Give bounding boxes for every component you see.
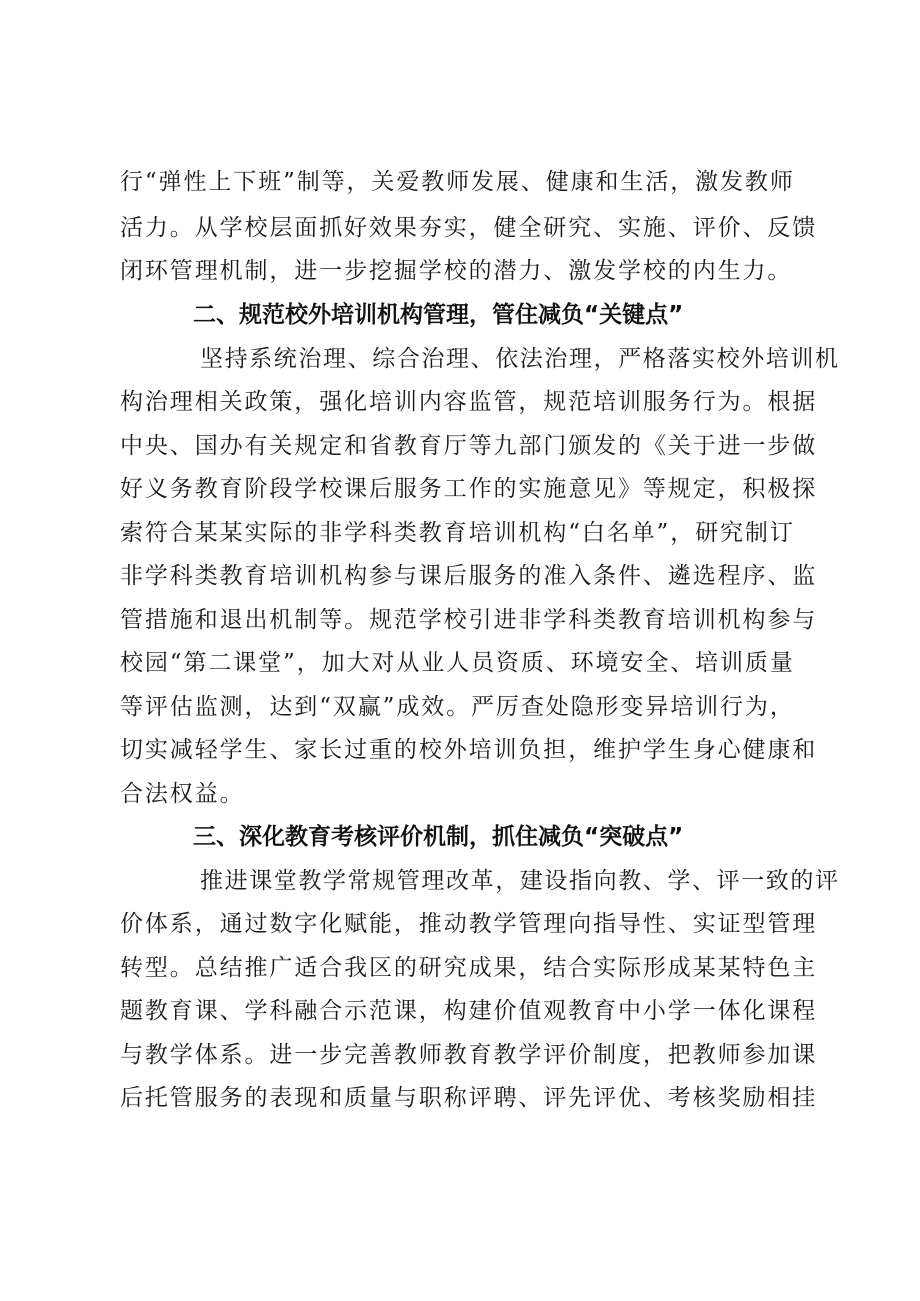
paragraph-line: 坚持系统治理、综合治理、依法治理，严格落实校外培训机: [200, 346, 840, 372]
paragraph-line: 管措施和退出机制等。规范学校引进非学科类教育培训机构参与: [120, 607, 818, 633]
paragraph-line: 后托管服务的表现和质量与职称评聘、评先评优、考核奖励相挂: [120, 1085, 818, 1111]
paragraph-line: 推进课堂教学常规管理改革，建设指向教、学、评一致的评: [200, 868, 840, 894]
paragraph-line: 非学科类教育培训机构参与课后服务的准入条件、遴选程序、监: [120, 563, 818, 589]
section-heading-2: 二、规范校外培训机构管理，管住减负“关键点”: [193, 302, 684, 328]
section-heading-3: 三、深化教育考核评价机制，抓住减负“突破点”: [193, 824, 684, 850]
paragraph-line: 合法权益。: [120, 781, 245, 807]
paragraph-line: 转型。总结推广适合我区的研究成果，结合实际形成某某特色主: [120, 955, 818, 981]
paragraph-line: 好义务教育阶段学校课后服务工作的实施意见》等规定，积极探: [120, 476, 818, 502]
paragraph-line: 中央、国办有关规定和省教育厅等九部门颁发的《关于进一步做: [120, 433, 818, 459]
paragraph-line: 与教学体系。进一步完善教师教育教学评价制度，把教师参加课: [120, 1042, 818, 1068]
paragraph-line: 索符合某某实际的非学科类教育培训机构“白名单”，研究制订: [120, 520, 795, 546]
paragraph-line: 价体系，通过数字化赋能，推动教学管理向指导性、实证型管理: [120, 911, 818, 937]
paragraph-line: 活力。从学校层面抓好效果夯实，健全研究、实施、评价、反馈: [120, 215, 818, 241]
paragraph-line: 构治理相关政策，强化培训内容监管，规范培训服务行为。根据: [120, 389, 818, 415]
paragraph-line: 校园“第二课堂”，加大对从业人员资质、环境安全、培训质量: [120, 650, 795, 676]
paragraph-line: 题教育课、学科融合示范课，构建价值观教育中小学一体化课程: [120, 998, 818, 1024]
paragraph-line: 行“弹性上下班”制等，关爱教师发展、健康和生活，激发教师: [120, 169, 795, 195]
paragraph-line: 闭环管理机制，进一步挖掘学校的潜力、激发学校的内生力。: [120, 258, 793, 284]
paragraph-line: 等评估监测，达到“双赢”成效。严厉查处隐形变异培训行为，: [120, 694, 795, 720]
paragraph-line: 切实减轻学生、家长过重的校外培训负担，维护学生身心健康和: [120, 737, 818, 763]
